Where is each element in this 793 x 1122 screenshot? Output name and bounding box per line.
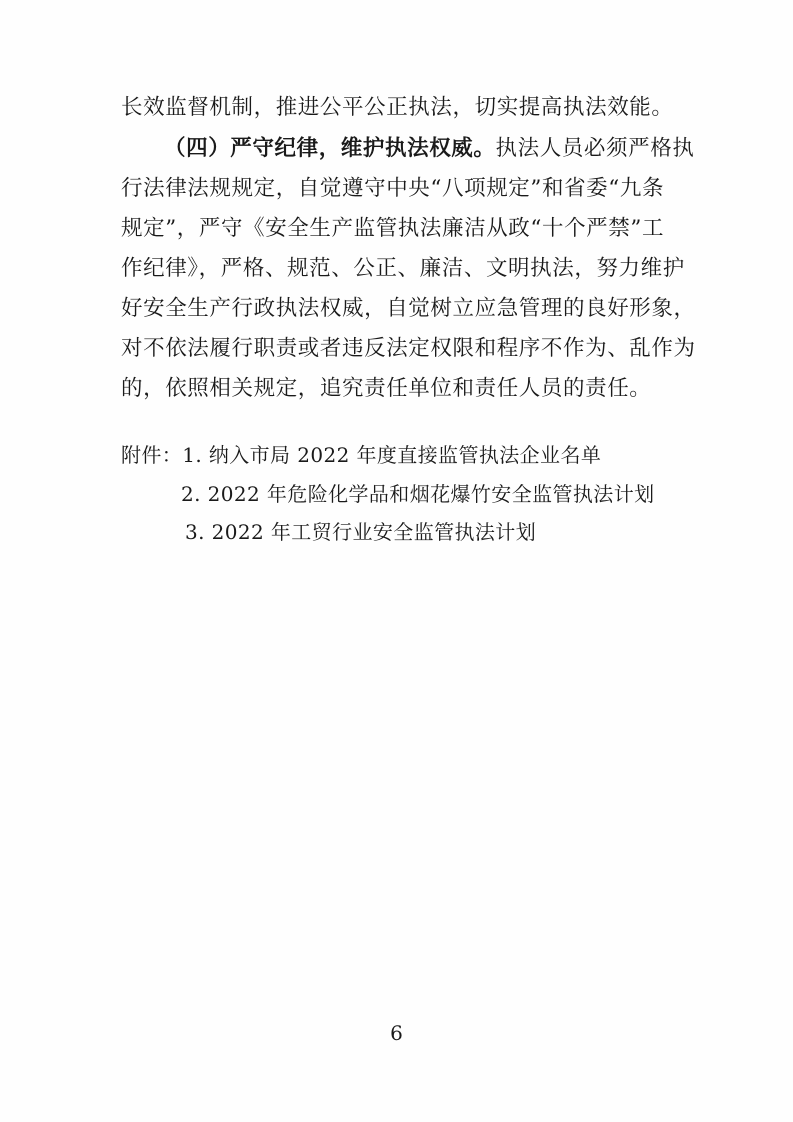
paragraph-4-line-1 xyxy=(164,134,694,164)
paragraph-4-line-1-text: 执法人员必须严格执 xyxy=(495,136,695,161)
paragraph-4-line-4: 作纪律》，严格、规范、公正、廉洁、文明执法，努力维护 xyxy=(121,256,685,281)
paragraph-4-line-6: 对不依法履行职责或者违反法定权限和程序不作为、乱作为 xyxy=(121,336,696,361)
body-line-1: 长效监督机制，推进公平公正执法，切实提高执法效能。 xyxy=(121,95,674,120)
paragraph-4-line-7: 的，依照相关规定，追究责任单位和责任人员的责任。 xyxy=(121,376,652,401)
paragraph-4-line-3: 规定”，严守《安全生产监管执法廉洁从政“十个严禁”工 xyxy=(121,216,665,241)
attachment-item-2: 2. 2022 年危险化学品和烟花爆竹安全监管执法计划 xyxy=(181,482,655,506)
attachments-label: 附件： xyxy=(121,443,183,467)
attachments-line-1 xyxy=(121,441,601,469)
paragraph-4-heading: （四）严守纪律，维护执法权威。 xyxy=(164,136,496,161)
attachment-item-3: 3. 2022 年工贸行业安全监管执法计划 xyxy=(185,520,537,544)
attachment-item-1: 1. 纳入市局 2022 年度直接监管执法企业名单 xyxy=(182,443,602,467)
paragraph-4-line-2: 行法律法规规定，自觉遵守中央“八项规定”和省委“九条 xyxy=(121,176,665,201)
paragraph-4-line-5: 好安全生产行政执法权威，自觉树立应急管理的良好形象， xyxy=(121,296,696,321)
page-number: 6 xyxy=(390,1021,403,1045)
